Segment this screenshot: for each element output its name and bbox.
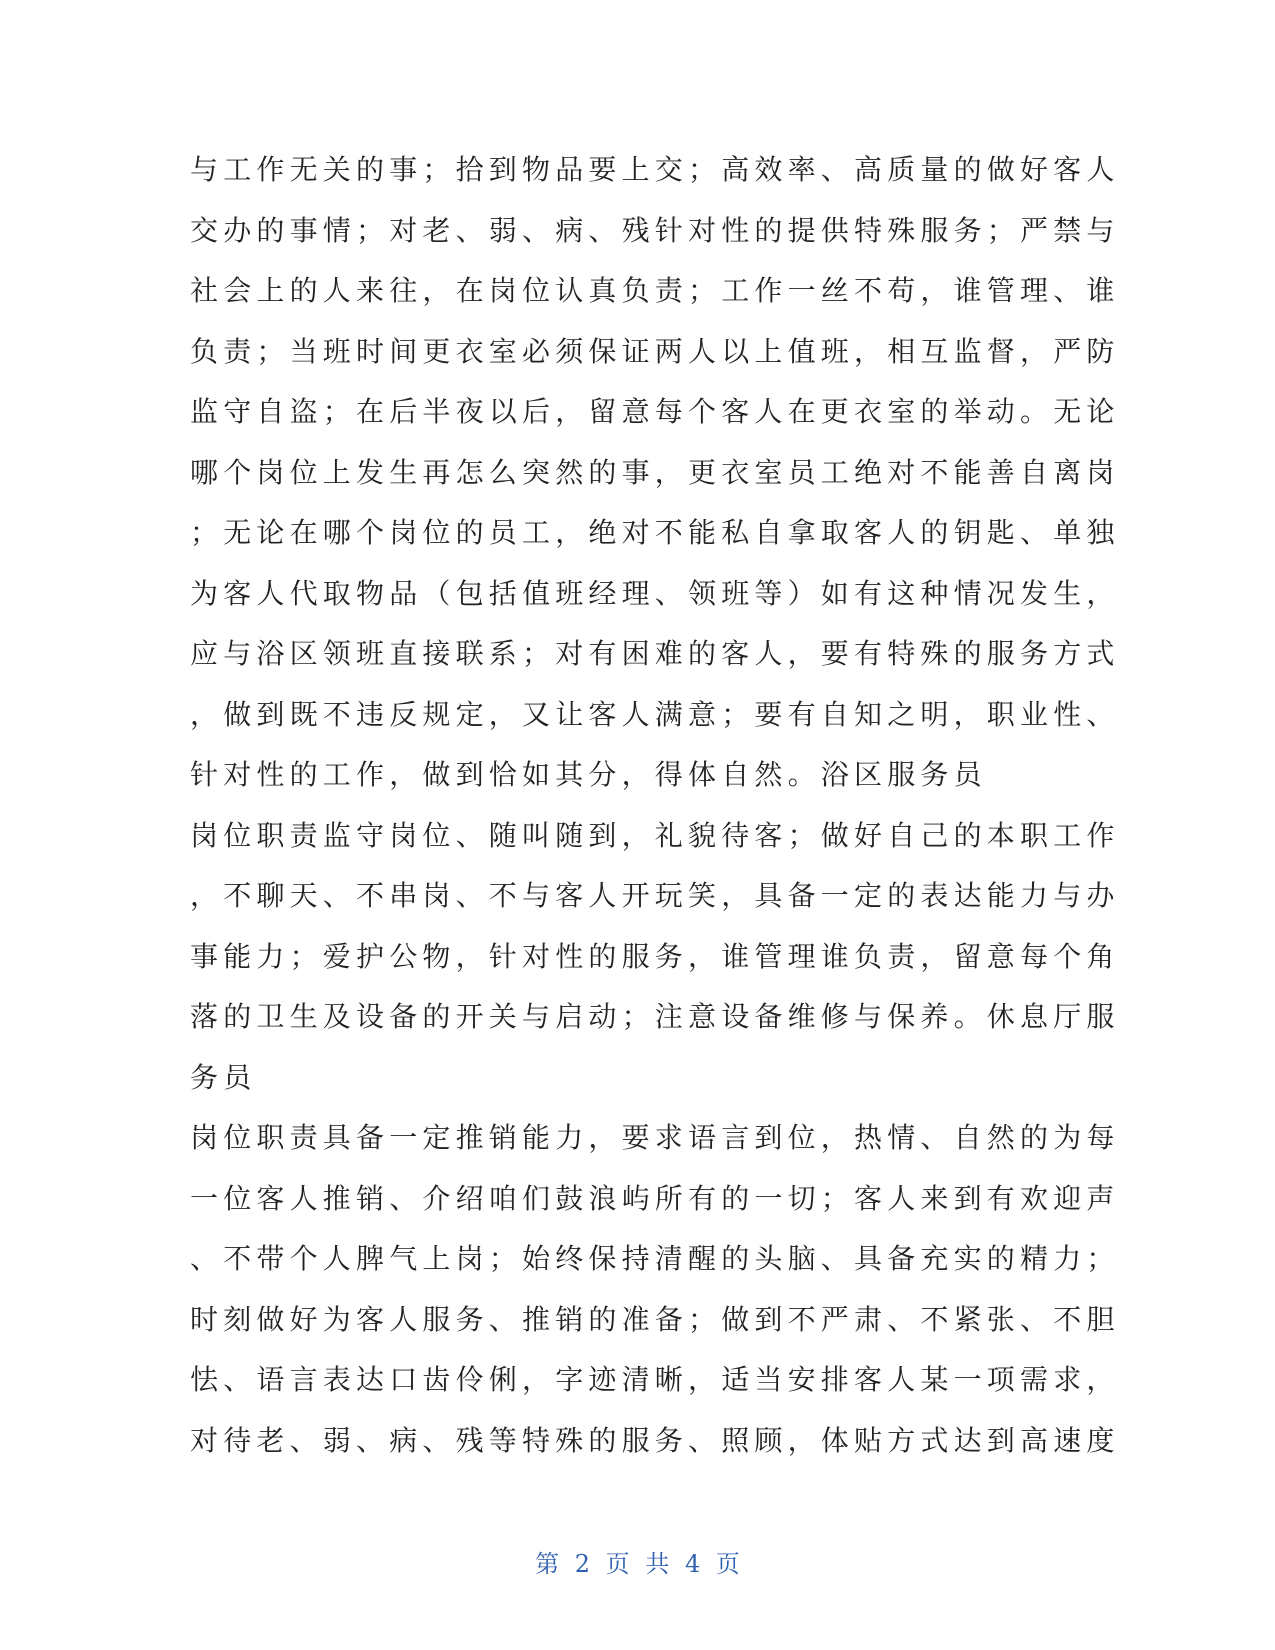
text-line: 应与浴区领班直接联系；对有困难的客人，要有特殊的服务方式 xyxy=(190,637,1120,670)
text-line: 时刻做好为客人服务、推销的准备；做到不严肃、不紧张、不胆 xyxy=(190,1302,1120,1336)
text-line: ，做到既不违反规定，又让客人满意；要有自知之明，职业性、 xyxy=(190,697,1120,731)
text-line: 为客人代取物品（包括值班经理、领班等）如有这种情况发生， xyxy=(190,576,1120,610)
text-line: 落的卫生及设备的开关与启动；注意设备维修与保养。休息厅服 xyxy=(190,1000,1120,1033)
footer-total-pages: 4 xyxy=(684,1550,701,1578)
body-text xyxy=(190,140,1120,1471)
text-line: 负责；当班时间更衣室必须保证两人以上值班，相互监督，严防 xyxy=(190,334,1120,368)
footer-suffix: 页 xyxy=(715,1550,740,1578)
text-line: 社会上的人来往，在岗位认真负责；工作一丝不苟，谁管理、谁 xyxy=(190,274,1120,307)
text-line: 怯、语言表达口齿伶俐，字迹清晰，适当安排客人某一项需求， xyxy=(190,1363,1120,1396)
text-line: 事能力；爱护公物，针对性的服务，谁管理谁负责，留意每个角 xyxy=(190,939,1120,973)
text-line: 一位客人推销、介绍咱们鼓浪屿所有的一切；客人来到有欢迎声 xyxy=(190,1181,1120,1215)
text-line: 岗位职责具备一定推销能力，要求语言到位，热情、自然的为每 xyxy=(190,1121,1120,1154)
text-line: 与工作无关的事；拾到物品要上交；高效率、高质量的做好客人 xyxy=(190,153,1120,186)
footer-prefix: 第 xyxy=(535,1550,560,1578)
text-line: 监守自盗；在后半夜以后，留意每个客人在更衣室的举动。无论 xyxy=(190,395,1120,428)
text-line: ，不聊天、不串岗、不与客人开玩笑，具备一定的表达能力与办 xyxy=(190,879,1120,912)
text-line: 针对性的工作，做到恰如其分，得体自然。浴区服务员 xyxy=(190,758,987,791)
text-line: 务员 xyxy=(190,1060,257,1094)
page-footer xyxy=(0,1544,1275,1579)
footer-current-page: 2 xyxy=(574,1550,591,1578)
footer-total-word: 共 xyxy=(645,1550,670,1578)
text-line: 对待老、弱、病、残等特殊的服务、照顾，体贴方式达到高速度 xyxy=(190,1423,1120,1457)
text-line: 岗位职责监守岗位、随叫随到，礼貌待客；做好自己的本职工作 xyxy=(190,818,1120,852)
text-line: 交办的事情；对老、弱、病、残针对性的提供特殊服务；严禁与 xyxy=(190,213,1120,247)
footer-page-word: 页 xyxy=(605,1550,630,1578)
text-line: 哪个岗位上发生再怎么突然的事，更衣室员工绝对不能善自离岗 xyxy=(190,455,1120,489)
text-line: 、不带个人脾气上岗；始终保持清醒的头脑、具备充实的精力； xyxy=(190,1242,1120,1275)
text-line: ；无论在哪个岗位的员工，绝对不能私自拿取客人的钥匙、单独 xyxy=(190,516,1120,549)
